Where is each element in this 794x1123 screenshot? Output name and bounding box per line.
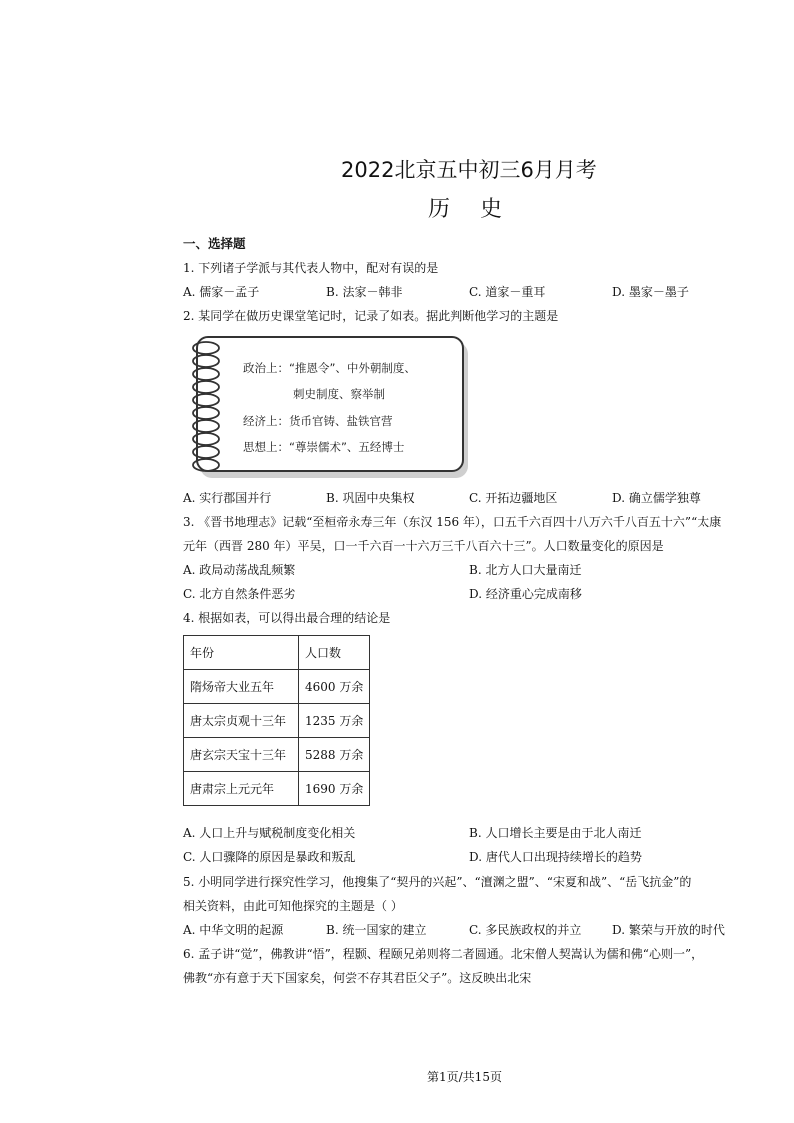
q1-option-d: D. 墨家－墨子 bbox=[612, 285, 689, 299]
table-row bbox=[184, 670, 370, 704]
q1-option-b: B. 法家－韩非 bbox=[326, 285, 403, 299]
q2-option-b: B. 巩固中央集权 bbox=[326, 491, 415, 505]
question-1-stem: 1. 下列诸子学派与其代表人物中，配对有误的是 bbox=[183, 261, 439, 275]
q2-option-d: D. 确立儒学独尊 bbox=[612, 491, 701, 505]
question-4-stem: 4. 根据如表，可以得出最合理的结论是 bbox=[183, 611, 391, 625]
notebook-line-2: 刺史制度、察举制 bbox=[293, 387, 385, 401]
table-cell-year: 唐肃宗上元元年 bbox=[184, 772, 299, 806]
page-number: 第1页/共15页 bbox=[427, 1070, 502, 1084]
table-cell-population: 1690 万余 bbox=[299, 772, 370, 806]
question-3-line-2: 元年（西晋 280 年）平吴，口一千六百一十六万三千八百六十三”。人口数量变化的原因是 bbox=[183, 539, 664, 553]
question-2-stem: 2. 某同学在做历史课堂笔记时，记录了如表。据此判断他学习的主题是 bbox=[183, 309, 559, 323]
q4-option-a: A. 人口上升与赋税制度变化相关 bbox=[183, 826, 356, 840]
table-header-row bbox=[184, 636, 370, 670]
q3-option-d: D. 经济重心完成南移 bbox=[469, 587, 582, 601]
table-header-year: 年份 bbox=[184, 636, 299, 670]
page-title: 2022北京五中初三6月月考 bbox=[341, 158, 597, 182]
table-row bbox=[184, 704, 370, 738]
q4-option-c: C. 人口骤降的原因是暴政和叛乱 bbox=[183, 850, 356, 864]
q5-option-c: C. 多民族政权的并立 bbox=[469, 923, 582, 937]
table-cell-year: 隋炀帝大业五年 bbox=[184, 670, 299, 704]
notebook-line-1: 政治上：“推恩令”、中外朝制度、 bbox=[243, 361, 416, 375]
table-cell-population: 4600 万余 bbox=[299, 670, 370, 704]
q1-option-c: C. 道家－重耳 bbox=[469, 285, 546, 299]
question-3-line-1: 3. 《晋书地理志》记载“至桓帝永寿三年（东汉 156 年），口五千六百四十八万六千八百五十六”“太康 bbox=[183, 515, 722, 529]
question-5-line-1: 5. 小明同学进行探究性学习，他搜集了“契丹的兴起”、“澶渊之盟”、“宋夏和战”、“岳飞抗金”的 bbox=[183, 875, 692, 889]
table-cell-year: 唐玄宗天宝十三年 bbox=[184, 738, 299, 772]
q5-option-b: B. 统一国家的建立 bbox=[326, 923, 427, 937]
table-row bbox=[184, 738, 370, 772]
table-cell-population: 5288 万余 bbox=[299, 738, 370, 772]
section-heading: 一、选择题 bbox=[183, 236, 246, 251]
table-row bbox=[184, 772, 370, 806]
q3-option-b: B. 北方人口大量南迁 bbox=[469, 563, 582, 577]
notebook-illustration bbox=[186, 334, 472, 480]
question-6-line-2: 佛教“亦有意于天下国家矣，何尝不存其君臣父子”。这反映出北宋 bbox=[183, 971, 532, 985]
notebook-line-4: 思想上：“尊崇儒术”、五经博士 bbox=[243, 440, 405, 454]
population-table bbox=[183, 635, 370, 806]
table-cell-year: 唐太宗贞观十三年 bbox=[184, 704, 299, 738]
q5-option-a: A. 中华文明的起源 bbox=[183, 923, 284, 937]
q3-option-a: A. 政局动荡战乱频繁 bbox=[183, 563, 296, 577]
q4-option-d: D. 唐代人口出现持续增长的趋势 bbox=[469, 850, 642, 864]
notebook-line-3: 经济上：货币官铸、盐铁官营 bbox=[243, 414, 393, 428]
q2-option-a: A. 实行郡国并行 bbox=[183, 491, 272, 505]
question-6-line-1: 6. 孟子讲“觉”，佛教讲“悟”，程颢、程颐兄弟则将二者圆通。北宋僧人契嵩认为儒和佛“心则一”， bbox=[183, 947, 704, 961]
q1-option-a: A. 儒家－孟子 bbox=[183, 285, 260, 299]
q3-option-c: C. 北方自然条件恶劣 bbox=[183, 587, 296, 601]
table-cell-population: 1235 万余 bbox=[299, 704, 370, 738]
spiral-binding-icon bbox=[186, 338, 226, 478]
question-5-line-2: 相关资料，由此可知他探究的主题是（ ） bbox=[183, 899, 403, 913]
subject-title: 历史 bbox=[428, 197, 533, 222]
q5-option-d: D. 繁荣与开放的时代 bbox=[612, 923, 725, 937]
q2-option-c: C. 开拓边疆地区 bbox=[469, 491, 558, 505]
q4-option-b: B. 人口增长主要是由于北人南迁 bbox=[469, 826, 642, 840]
table-header-population: 人口数 bbox=[299, 636, 370, 670]
